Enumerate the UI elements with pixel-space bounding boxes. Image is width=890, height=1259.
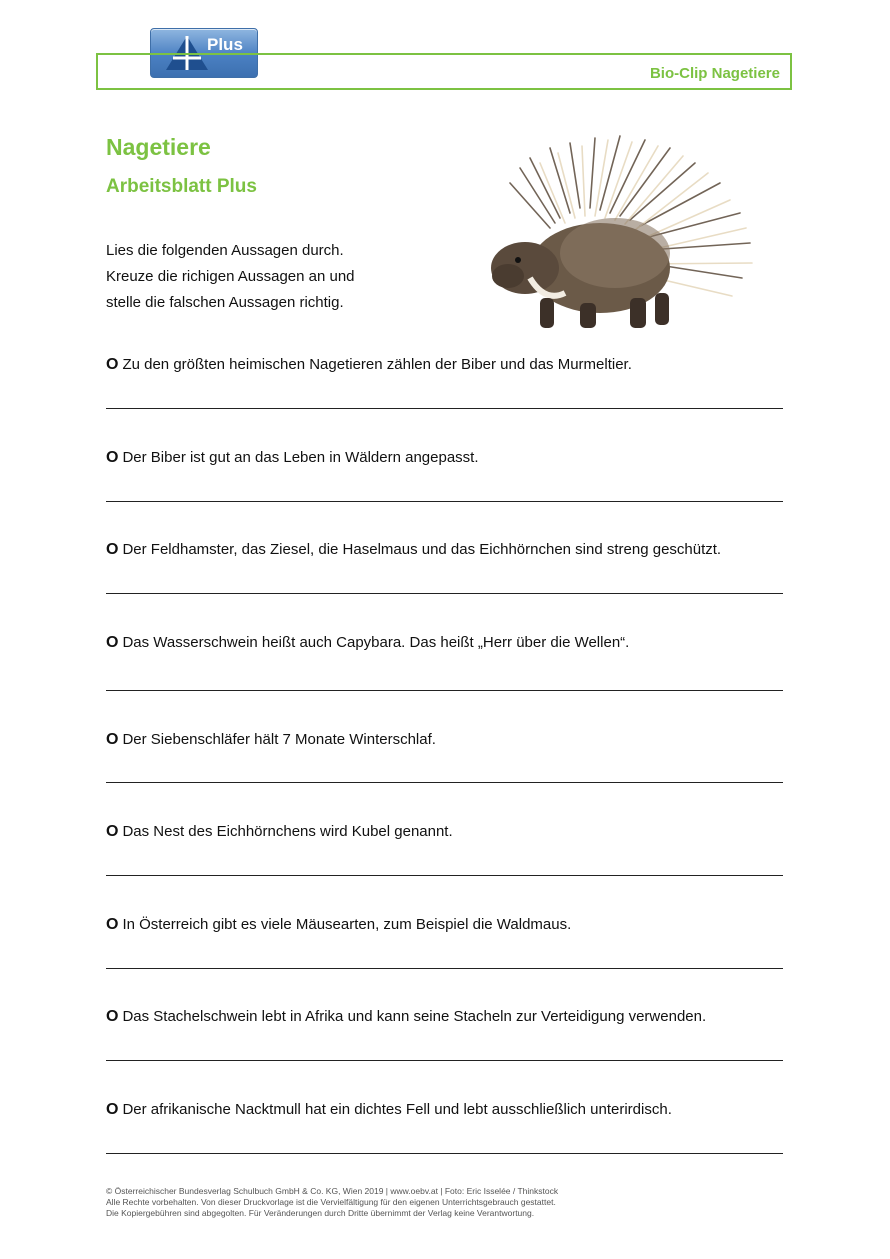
porcupine-photo: [470, 128, 770, 338]
answer-line[interactable]: [106, 408, 783, 409]
statement-item: [106, 916, 783, 934]
statement-text: [106, 1101, 783, 1119]
statement-item: [106, 634, 783, 652]
checkbox-circle[interactable]: O: [106, 449, 119, 466]
answer-line[interactable]: [106, 782, 783, 783]
instruction-line: Kreuze die richigen Aussagen an und: [106, 268, 355, 285]
statement-item: [106, 541, 783, 559]
document-title: Nagetiere: [106, 134, 211, 160]
statement-label: Das Stachelschwein lebt in Afrika und kann seine Stacheln zur Verteidigung verwenden.: [122, 1008, 707, 1025]
footer-copyright: [106, 1186, 558, 1219]
logo-plus-text: Plus: [207, 35, 243, 54]
statement-label: Der Biber ist gut an das Leben in Wäldern angepasst.: [122, 449, 479, 466]
checkbox-circle[interactable]: O: [106, 1101, 119, 1118]
statement-item: [106, 449, 783, 467]
statement-label: Das Wasserschwein heißt auch Capybara. Das heißt „Herr über die Wellen“.: [122, 634, 630, 651]
statement-label: Zu den größten heimischen Nagetieren zählen der Biber und das Murmeltier.: [122, 356, 632, 373]
answer-line[interactable]: [106, 593, 783, 594]
answer-line[interactable]: [106, 501, 783, 502]
statement-item: [106, 823, 783, 841]
statement-text: [106, 731, 783, 749]
checkbox-circle[interactable]: O: [106, 823, 119, 840]
checkbox-circle[interactable]: O: [106, 1008, 119, 1025]
statement-item: [106, 731, 783, 749]
checkbox-circle[interactable]: O: [106, 634, 119, 651]
statement-item: [106, 1008, 783, 1026]
answer-line[interactable]: [106, 1153, 783, 1154]
answer-line[interactable]: [106, 1060, 783, 1061]
instructions: [106, 238, 436, 316]
instruction-line: stelle die falschen Aussagen richtig.: [106, 294, 344, 311]
answer-line[interactable]: [106, 968, 783, 969]
checkbox-circle[interactable]: O: [106, 731, 119, 748]
header-bar: [96, 53, 792, 90]
statement-label: In Österreich gibt es viele Mäusearten, zum Beispiel die Waldmaus.: [122, 916, 572, 933]
statement-text: [106, 1008, 783, 1026]
statement-label: Der Siebenschläfer hält 7 Monate Winterschlaf.: [122, 731, 436, 748]
statement-label: Das Nest des Eichhörnchens wird Kubel genannt.: [122, 823, 453, 840]
statement-text: [106, 634, 783, 652]
statement-label: Der Feldhamster, das Ziesel, die Haselmaus und das Eichhörnchen sind streng geschützt.: [122, 541, 722, 558]
statement-text: [106, 449, 783, 467]
footer-line: © Österreichischer Bundesverlag Schulbuch GmbH & Co. KG, Wien 2019 | www.oebv.at | Foto: Eric Isselée / Thinkstock: [106, 1186, 559, 1196]
checkbox-circle[interactable]: O: [106, 916, 119, 933]
statement-item: [106, 356, 783, 374]
checkbox-circle[interactable]: O: [106, 356, 119, 373]
header-title: Bio-Clip Nagetiere: [649, 65, 780, 82]
statement-text: [106, 823, 783, 841]
statement-text: [106, 916, 783, 934]
statement-text: [106, 541, 783, 559]
statement-label: Der afrikanische Nacktmull hat ein dichtes Fell und lebt ausschließlich unterirdisch.: [122, 1101, 672, 1118]
answer-line[interactable]: [106, 690, 783, 691]
document-subtitle: Arbeitsblatt Plus: [106, 176, 257, 197]
footer-line: Die Kopiergebühren sind abgegolten. Für Veränderungen durch Dritte übernimmt der Verlag keine Verantwortung.: [106, 1208, 535, 1218]
statement-item: [106, 1101, 783, 1119]
answer-line[interactable]: [106, 875, 783, 876]
checkbox-circle[interactable]: O: [106, 541, 119, 558]
footer-line: Alle Rechte vorbehalten. Von dieser Druckvorlage ist die Vervielfältigung für den eigenen Unterrichtsgebrauch gestattet.: [106, 1197, 556, 1207]
instruction-line: Lies die folgenden Aussagen durch.: [106, 242, 344, 259]
statement-text: [106, 356, 783, 374]
